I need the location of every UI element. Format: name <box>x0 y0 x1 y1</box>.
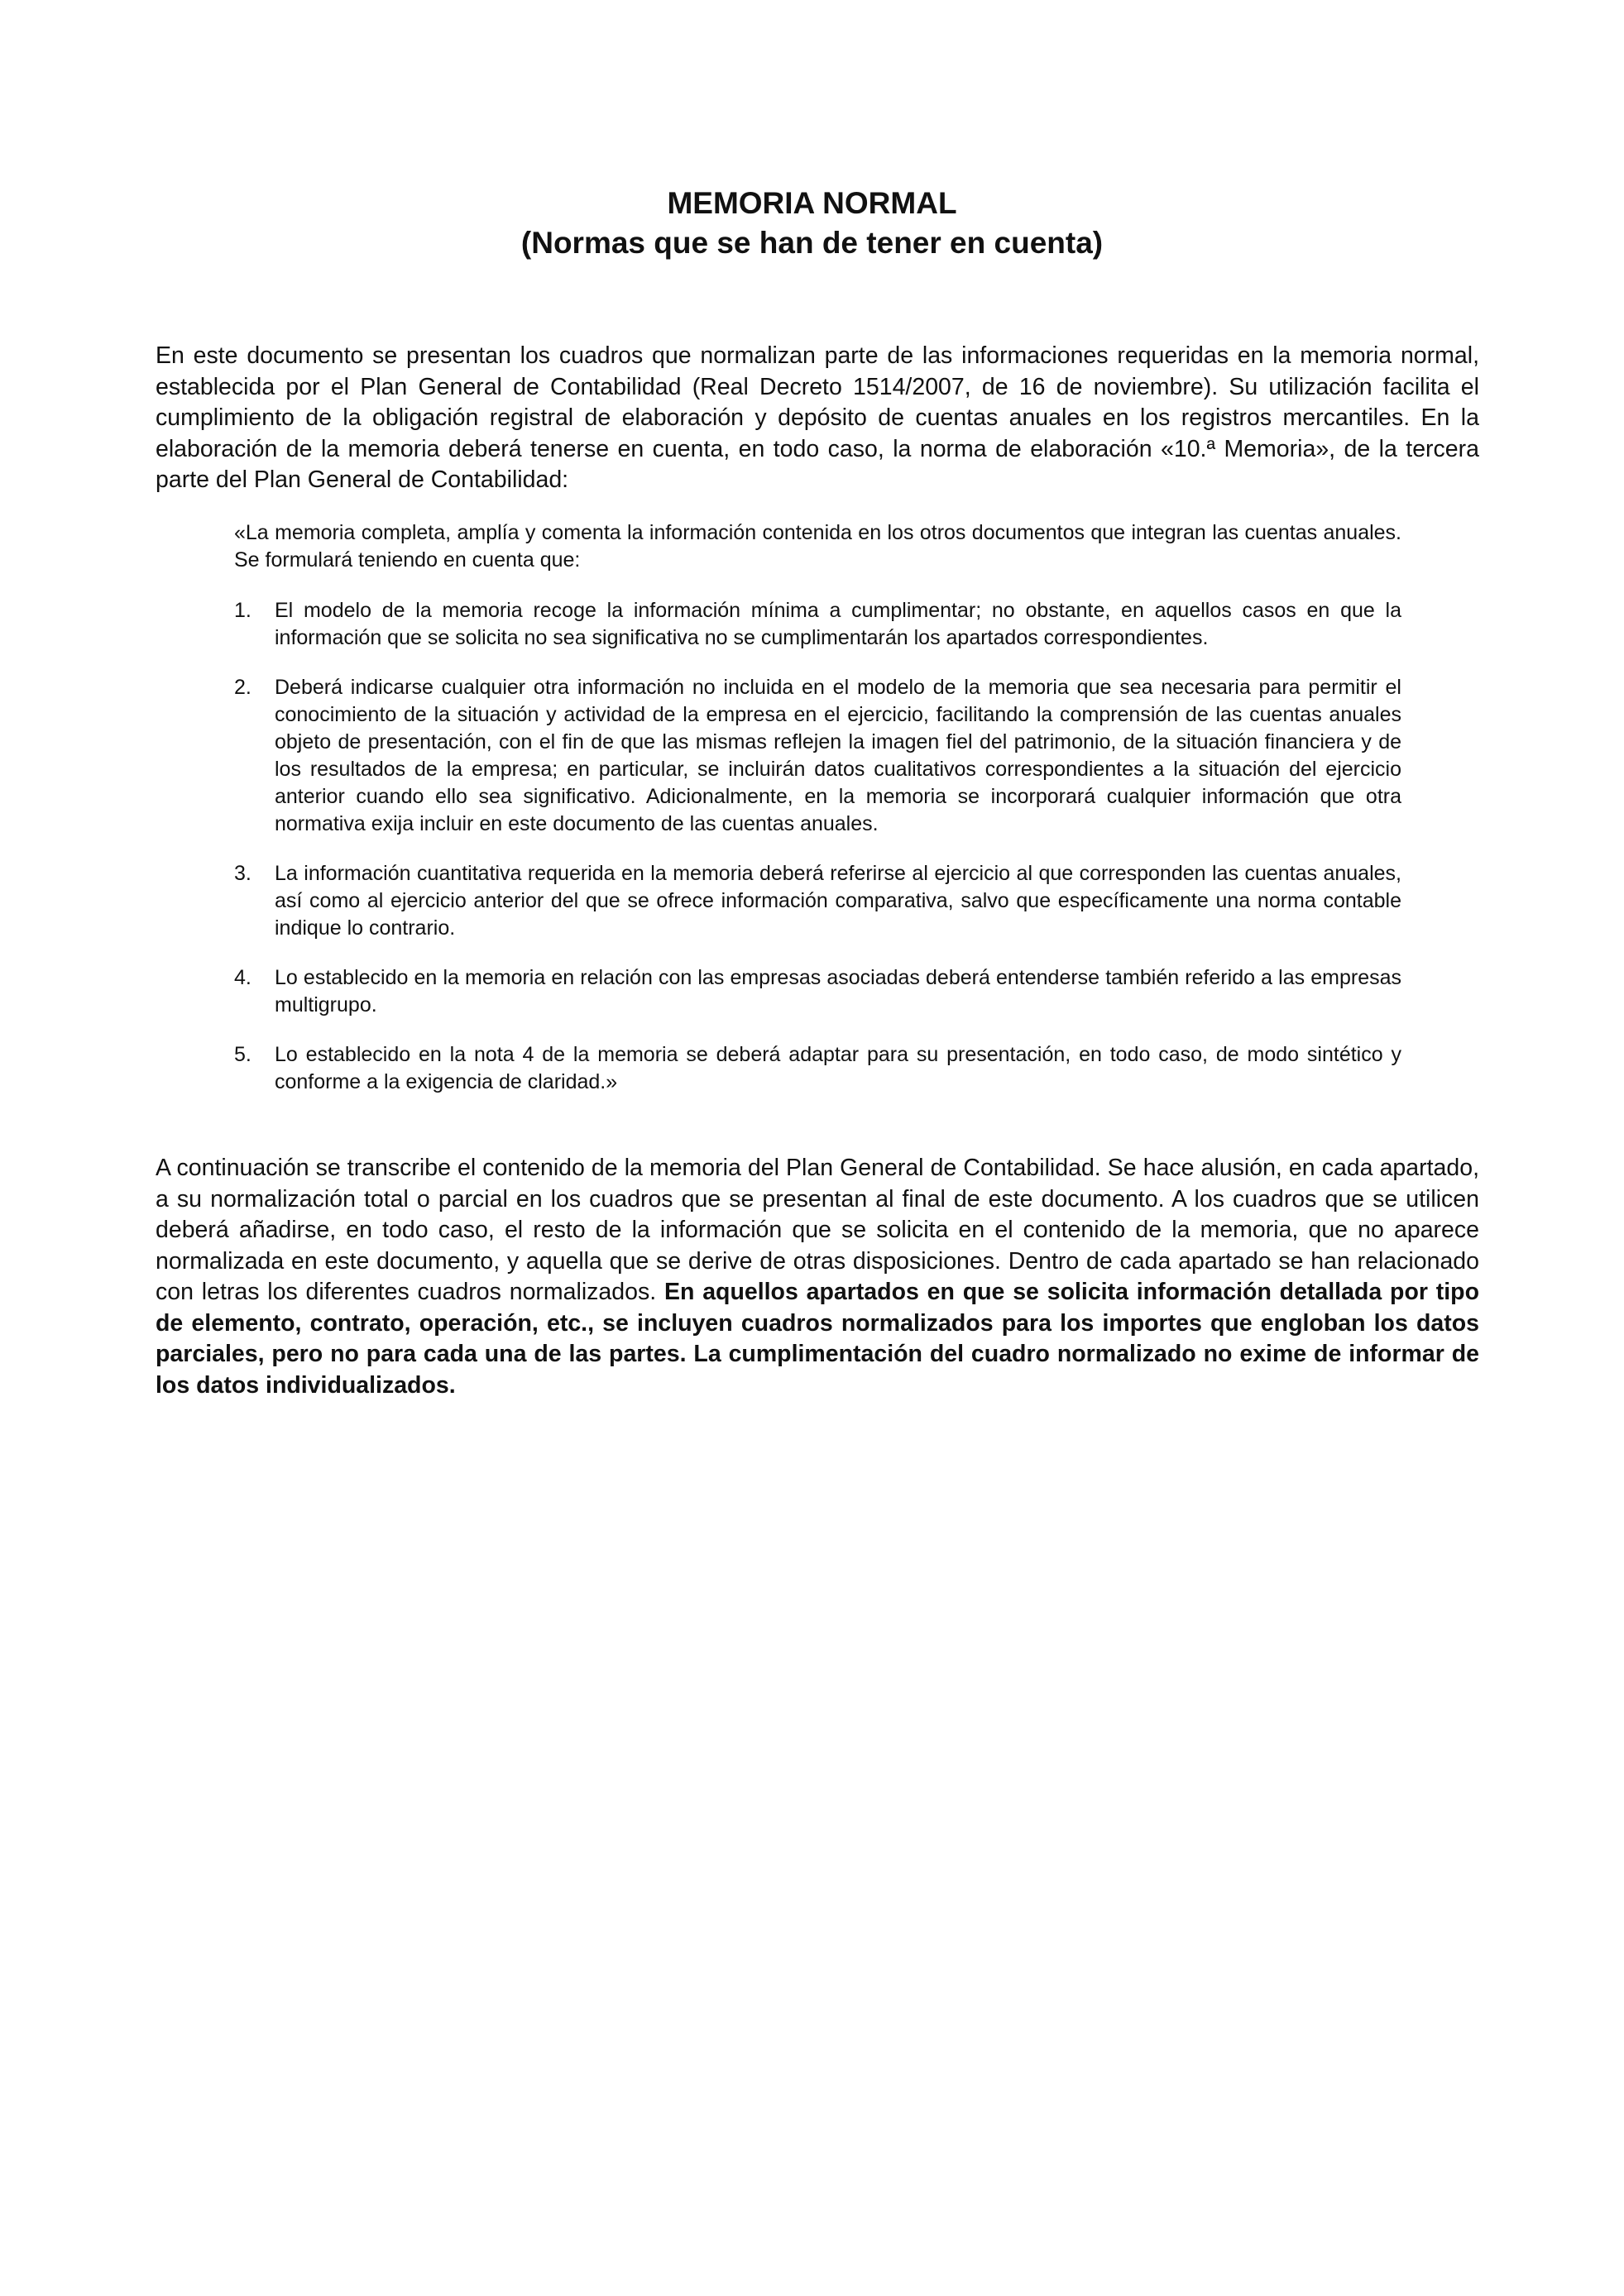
closing-bold-text: En aquellos apartados en que se solicita información detallada por tipo de elemento, contrato, operación, etc., se incluyen cuadros normalizados para los importes que engloban los datos parciales, pero no para cada una de las partes. La cumplimentación del cuadro normalizado no exime de informar de los datos individualizados. <box>156 1279 1479 1399</box>
list-item <box>234 597 1401 652</box>
list-item-number: 3. <box>234 862 252 885</box>
list-item <box>234 860 1401 942</box>
list-item-number: 4. <box>234 966 252 989</box>
list-item <box>234 1041 1401 1096</box>
list-item <box>234 964 1401 1019</box>
title-line-subtitle: (Normas que se han de tener en cuenta) <box>520 226 1104 260</box>
list-item-number: 1. <box>234 599 252 622</box>
intro-paragraph: En este documento se presentan los cuadros que normalizan parte de las informaciones requeridas en la memoria normal, establecida por el Plan General de Contabilidad (Real Decreto 1514/2007, de 16 de noviembre). Su utilización facilita el cumplimiento de la obligación registral de elaboración y depósito de cuentas anuales en los registros mercantiles. En la elaboración de la memoria deberá tenerse en cuenta, en todo caso, la norma de elaboración «10.ª Memoria», de la tercera parte del Plan General de Contabilidad: <box>156 342 1479 493</box>
list-item-text: La información cuantitativa requerida en la memoria deberá referirse al ejercicio al que corresponden las cuentas anuales, así como al ejercicio anterior del que se ofrece información comparativa, salvo que específicamente una norma contable indique lo contrario. <box>275 862 1401 940</box>
list-item-text: El modelo de la memoria recoge la información mínima a cumplimentar; no obstante, en aquellos casos en que la información que se solicita no sea significativa no se cumplimentarán los apartados correspondientes. <box>275 599 1401 649</box>
closing-regular-text: A continuación se transcribe el contenido de la memoria del Plan General de Contabilidad. Se hace alusión, en cada apartado, a su normalización total o parcial en los cuadros que se presentan al final de este documento. A los cuadros que se utilicen deberá añadirse, en todo caso, el resto de la información que se solicita en el contenido de la memoria, que no aparece normalizada en este documento, y aquella que se derive de otras disposiciones. Dentro de cada apartado se han relacionado con letras los diferentes cuadros normalizados. <box>156 1155 1479 1305</box>
closing-paragraph <box>156 1153 1479 1401</box>
list-item-text: Lo establecido en la memoria en relación con las empresas asociadas deberá entenderse también referido a las empresas multigrupo. <box>275 966 1401 1016</box>
list-item-number: 2. <box>234 676 252 699</box>
page-title <box>0 184 1624 263</box>
list-item-text: Lo establecido en la nota 4 de la memoria se deberá adaptar para su presentación, en todo caso, de modo sintético y conforme a la exigencia de claridad.» <box>275 1043 1401 1093</box>
title-line-main: MEMORIA NORMAL <box>667 186 957 220</box>
list-item-number: 5. <box>234 1043 252 1066</box>
list-item-text: Deberá indicarse cualquier otra información no incluida en el modelo de la memoria que sea necesaria para permitir el conocimiento de la situación y actividad de la empresa en el ejercicio, facilitando la comprensión de las cuentas anuales objeto de presentación, con el fin de que las mismas reflejen la imagen fiel del patrimonio, de la situación financiera y de los resultados de la empresa; en particular, se incluirán datos cualitativos correspondientes a la situación del ejercicio anterior cuando ello sea significativo. Adicionalmente, en la memoria se incorporará cualquier información que otra normativa exija incluir en este documento de las cuentas anuales. <box>275 676 1401 835</box>
quoted-norm <box>234 519 1401 1118</box>
list-item <box>234 674 1401 838</box>
quote-intro-paragraph: «La memoria completa, amplía y comenta la información contenida en los otros documentos que integran las cuentas anuales. Se formulará teniendo en cuenta que: <box>234 521 1401 572</box>
